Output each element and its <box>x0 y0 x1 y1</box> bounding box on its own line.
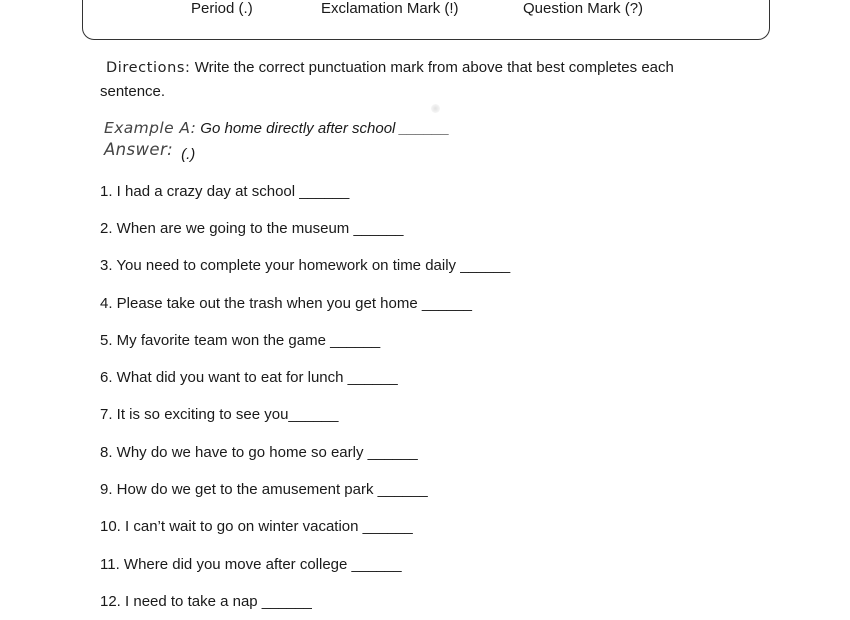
example-a <box>104 118 450 139</box>
question-5: 5. My favorite team won the game ______ <box>100 332 381 349</box>
question-1: 1. I had a crazy day at school ______ <box>100 183 350 200</box>
directions-label: Directions: <box>106 60 191 76</box>
example-answer <box>104 140 195 161</box>
question-9: 9. How do we get to the amusement park ______ <box>100 481 428 498</box>
answer-value: (.) <box>181 146 196 163</box>
question-6: 6. What did you want to eat for lunch ______ <box>100 369 398 386</box>
question-2: 2. When are we going to the museum ______ <box>100 220 404 237</box>
question-3: 3. You need to complete your homework on time daily ______ <box>100 257 511 274</box>
scan-smudge <box>431 104 440 113</box>
directions-text: Write the correct punctuation mark from above that best completes each sentence. <box>100 59 674 100</box>
question-7: 7. It is so exciting to see you______ <box>100 406 339 423</box>
question-8: 8. Why do we have to go home so early ______ <box>100 444 418 461</box>
answer-label: Answer: <box>104 140 174 159</box>
question-4: 4. Please take out the trash when you get home ______ <box>100 295 472 312</box>
word-bank-period: Period (.) <box>191 0 253 17</box>
question-11: 11. Where did you move after college ______ <box>100 556 402 573</box>
example-sentence: Go home directly after school ______ <box>200 120 450 137</box>
word-bank-exclamation-mark: Exclamation Mark (!) <box>321 0 459 17</box>
directions <box>100 56 740 103</box>
question-10: 10. I can’t wait to go on winter vacation ______ <box>100 518 413 535</box>
word-bank-question-mark: Question Mark (?) <box>523 0 644 17</box>
example-label: Example A: <box>104 119 197 137</box>
question-12: 12. I need to take a nap ______ <box>100 593 312 610</box>
